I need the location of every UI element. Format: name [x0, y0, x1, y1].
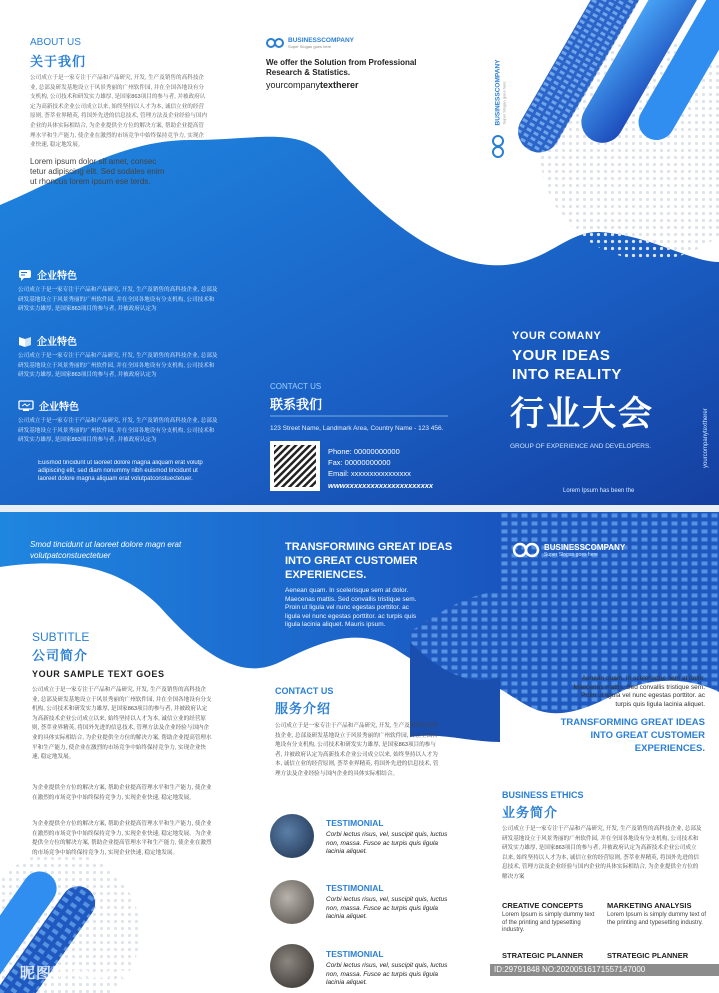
testimonial-photo-1 — [270, 814, 314, 858]
ethics-heading-en: BUSINESS ETHICS — [502, 790, 584, 800]
contact-address: 123 Street Name, Landmark Area, Country Name - 123 456. — [270, 425, 444, 432]
cover-big-title — [512, 346, 622, 384]
testimonial-3-title: TESTIMONIAL — [326, 949, 384, 959]
qr-code — [270, 441, 320, 491]
vertical-logo-icon — [491, 134, 505, 160]
feature-2-body: 公司成立于是一家专注于产品和产品研究, 开发, 生产及销售的高科技企业, 总部及研发基地设立于风景秀丽的广州软件园, 并在全国各地设有分支机构, 公司技术和研发实力雄厚, 是国家863项目的参与者, 并被政府认定为 — [18, 353, 218, 379]
contact-lines — [328, 446, 411, 479]
euismod-text: Euismod tincidunt ut laoreet dolore magna aliquam erat volutp adipiscing elit, sed diam nonummy nibh euismod tincidunt ut laoreet dolore magna aliquam erat volutpatconstuectetuer. — [38, 460, 203, 482]
ethics-heading-cn: 业务简介 — [502, 805, 559, 820]
handshake-icon — [18, 400, 34, 412]
contact-heading-cn: 联系我们 — [270, 397, 323, 412]
inside-logo-slogan: Super Slogan goes here — [544, 551, 598, 558]
about-lorem: Lorem ipsum dolor sit amet, consec tetur adipiscing elit. Sed sodales enim ut rhoncus lorem ipsum ese terds. — [30, 157, 165, 186]
subtitle-en: SUBTITLE — [32, 630, 90, 644]
website-bold: textherer — [320, 80, 359, 90]
vertical-logo-slogan: Super Slogan goes here — [501, 81, 507, 125]
id-text: ID:29791848 NO:20200516171557147000 — [494, 965, 646, 974]
feature-1-body: 公司成立于是一家专注于产品和产品研究, 开发, 生产及销售的高科技企业, 总部及研发基地设立于风景秀丽的广州软件园, 并在全国各地设有分支机构, 公司技术和研发实力雄厚, 是国家863项目的参与者, 并被政府认定为 — [18, 287, 218, 313]
about-body: 公司成立于是一家专注于产品和产品研究, 开发, 生产及销售的高科技企业, 总部及研发基地设立于风景秀丽的广州软件园, 并在全国各地设有分支机构, 公司技术和研发实力雄厚, 是国家863项目的参与者, 并被政府认定为高新技术企业公司成立以来, 始终坚持以人才为本, 诚信立业的经营原则, 荟萃业界精英, 将国外先进的信息技术, 管理方法及企业经验与国内企业的具体实际相结合, 为企业提供全方位的解决方案, 帮助企业提高管理水平和生产能力, 使企业在激烈的市场竞争中始终保持竞争力, 实现企业快速, 稳定地发展。 — [30, 75, 208, 149]
contact-www: wwwxxxxxxxxxxxxxxxxxxxxx — [328, 481, 434, 490]
service-heading-cn: 服务介绍 — [275, 701, 332, 716]
grid-item-1-title: CREATIVE CONCEPTS — [502, 901, 584, 910]
contact-label: CONTACT US — [275, 686, 334, 696]
contact-fax: Fax: 00000000000 — [328, 458, 391, 467]
para-2: 为企业提供全方位的解决方案, 帮助企业提高管理水平和生产能力, 使企业在激烈的市场竞争中始终保持竞争力, 实现企业快速, 稳定地发展。 — [32, 785, 212, 801]
logo-slogan: Super Slogan goes here — [288, 44, 332, 49]
vertical-logo — [488, 52, 518, 162]
subtitle-cn: 公司简介 — [32, 648, 89, 663]
feature-2 — [18, 333, 218, 381]
feature-3-body: 公司成立于是一家专注于产品和产品研究, 开发, 生产及销售的高科技企业, 总部及研发基地设立于风景秀丽的广州软件园, 并在全国各地设有分支机构, 公司技术和研发实力雄厚, 是国家863项目的参与者, 并被政府认定为 — [18, 418, 218, 444]
transform-heading-2: TRANSFORMING GREAT IDEAS INTO GREAT CUSTOMER EXPERIENCES. — [560, 717, 705, 754]
website-line — [266, 80, 359, 90]
cover-lorem: Lorem Ipsum has been the — [563, 488, 635, 494]
grid-item-2-title: MARKETING ANALYSIS — [607, 901, 692, 910]
inside-company-logo — [512, 542, 625, 558]
vertical-logo-company: BUSINESSCOMPANY — [494, 59, 502, 126]
vertical-website: yourcompanytextherer — [703, 408, 709, 468]
grid-item-1 — [502, 901, 597, 935]
grid-item-2-body: Lorem Ipsum is simply dummy text of the printing and typesetting industry. — [607, 912, 707, 926]
contact-phone: Phone: 00000000000 — [328, 447, 400, 456]
smod-text: Smod tincidunt ut laoreet dolore magn erat volutpatconstuectetuer — [30, 540, 182, 560]
feature-1 — [18, 267, 218, 315]
cover-big-line2: INTO REALITY — [512, 366, 622, 383]
inside-logo-company: BUSINESSCOMPANY — [544, 542, 626, 552]
about-heading-en: ABOUT US — [30, 37, 81, 48]
testimonial-1-title: TESTIMONIAL — [326, 818, 384, 828]
logo-icon — [266, 38, 284, 48]
website-plain: yourcompany — [266, 80, 321, 90]
grid-item-4-title: STRATEGIC PLANNER — [607, 951, 689, 960]
grid-item-3-title: STRATEGIC PLANNER — [502, 951, 584, 960]
cover-big-line1: YOUR IDEAS — [512, 347, 611, 364]
transform-heading-1: TRANSFORMING GREAT IDEAS INTO GREAT CUSTOMER EXPERIENCES. — [285, 541, 453, 581]
testimonial-1-body: Corbi lectus risus, vel, suscipit quis, luctus non, massa. Fusce ac turpis quis ligula lacinia aliquet. — [326, 831, 448, 855]
testimonial-2-title: TESTIMONIAL — [326, 883, 384, 893]
testimonial-photo-3 — [270, 944, 314, 988]
cover-cn-title: 行业大会 — [510, 395, 654, 433]
feature-3-title: 企业特色 — [39, 402, 79, 413]
testimonial-photo-2 — [270, 880, 314, 924]
cover-small-title: YOUR COMANY — [512, 330, 602, 342]
chat-icon — [18, 269, 32, 281]
grid-item-4 — [607, 951, 707, 960]
book-icon — [18, 335, 32, 347]
service-body: 公司成立于是一家专注于产品和产品研究, 开发, 生产及销售的高科技企业, 总部及研发基地设立于风景秀丽的广州软件园, 并在全国各地设有分支机构, 公司技术和研发实力雄厚, 是国家863项目的参与者, 并被政府认定为高新技术企业公司成立以来, 始终坚持以人才为本, 诚信立业的经营原则, 荟萃业界精英, 将国外先进的信息技术, 管理方法及企业经验与国内企业的具体实际相结合。 — [275, 723, 439, 777]
feature-2-title: 企业特色 — [37, 337, 77, 348]
para-3: 为企业提供全方位的解决方案, 帮助企业提高管理水平和生产能力, 使企业在激烈的市场竞争中始终保持竞争力, 实现企业快速, 稳定地发展。为企业提供全方位的解决方案, 帮助企业提高管理水平和生产能力, 使企业在激烈的市场竞争中始终保持竞争力, 实现企业快速, 稳定地发展。 — [32, 821, 212, 856]
feature-3 — [18, 398, 218, 446]
contact-heading-en: CONTACT US — [270, 382, 322, 391]
brochure-inside-page — [0, 512, 719, 993]
cover-group: GROUP OF EXPERIENCE AND DEVELOPERS. — [510, 443, 652, 450]
contact-email: Email: xxxxxxxxxxxxxxxx — [328, 469, 411, 478]
testimonial-3-body: Corbi lectus risus, vel, suscipit quis, luctus non, massa. Fusce ac turpis quis ligula lacinia aliquet. — [326, 962, 448, 986]
sample-heading: YOUR SAMPLE TEXT GOES — [32, 669, 165, 679]
ethics-body: 公司成立于是一家专注于产品和产品研究, 开发, 生产及销售的高科技企业, 总部及研发基地设立于风景秀丽的广州软件园, 并在全国各地设有分支机构, 公司技术和研发实力雄厚, 是国家863项目的参与者, 并被政府认定为高新技术企业公司成立以来, 始终坚持以人才为本, 诚信立业的经营原则, 荟萃业界精英, 将国外先进的信息技术, 管理方法及企业经验与国内企业的具体实际相结合, 为企业提供全方位的解决方案 — [502, 826, 702, 880]
offer-text: We offer the Solution from Professional Research & Statistics. — [266, 58, 417, 77]
testimonial-2-body: Corbi lectus risus, vel, suscipit quis, luctus non, massa. Fusce ac turpis quis ligula lacinia aliquet. — [326, 896, 448, 920]
grid-item-3 — [502, 951, 597, 960]
watermark: 昵图网 www.nipic.com — [20, 965, 195, 982]
feature-1-title: 企业特色 — [37, 271, 77, 282]
inside-logo-icon — [512, 542, 540, 558]
grid-item-2 — [607, 901, 707, 927]
qr-pattern — [270, 441, 320, 491]
logo-company: BUSINESSCOMPANY — [288, 37, 354, 44]
aenean-text-2: Aenean quam. In scelerisque sem at dolor. Maecenas mattis. Sed convallis tristique sem. Proin ut ligula vel nunc egestas porttitor. ac turpis quis ligula lacinia aliquet. — [573, 675, 705, 708]
company-logo — [266, 37, 354, 49]
aenean-text-1: Aenean quam. In scelerisque sem at dolor. Maecenas mattis. Sed convallis tristique sem. Proin ut ligula vel nunc egestas porttitor. ac ligula vel nunc egestas porttitor. ac turpis quis ligula lacinia aliquet. Mauris ipsum. — [285, 587, 417, 628]
about-heading-cn: 关于我们 — [30, 54, 87, 69]
para-1: 公司成立于是一家专注于产品和产品研究, 开发, 生产及销售的高科技企业, 总部及研发基地设立于风景秀丽的广州软件园, 并在全国各地设有分支机构, 公司技术和研发实力雄厚, 是国家863项目的参与者, 并被政府认定为高新技术企业公司成立以来, 始终坚持以人才为本, 诚信立业的经营原则, 荟萃业界精英, 将国外先进的信息技术, 管理方法及企业经验与国内企业的具体实际相结合, 为企业提供全方位的解决方案, 帮助企业提高管理水平和生产能力, 使企业在激烈的市场竞争中始终保持竞争力, 实现企业快速, 稳定地发展。 — [32, 687, 212, 761]
page-gap — [0, 505, 719, 512]
grid-item-1-body: Lorem Ipsum is simply dummy text of the printing and typesetting industry. — [502, 912, 595, 933]
